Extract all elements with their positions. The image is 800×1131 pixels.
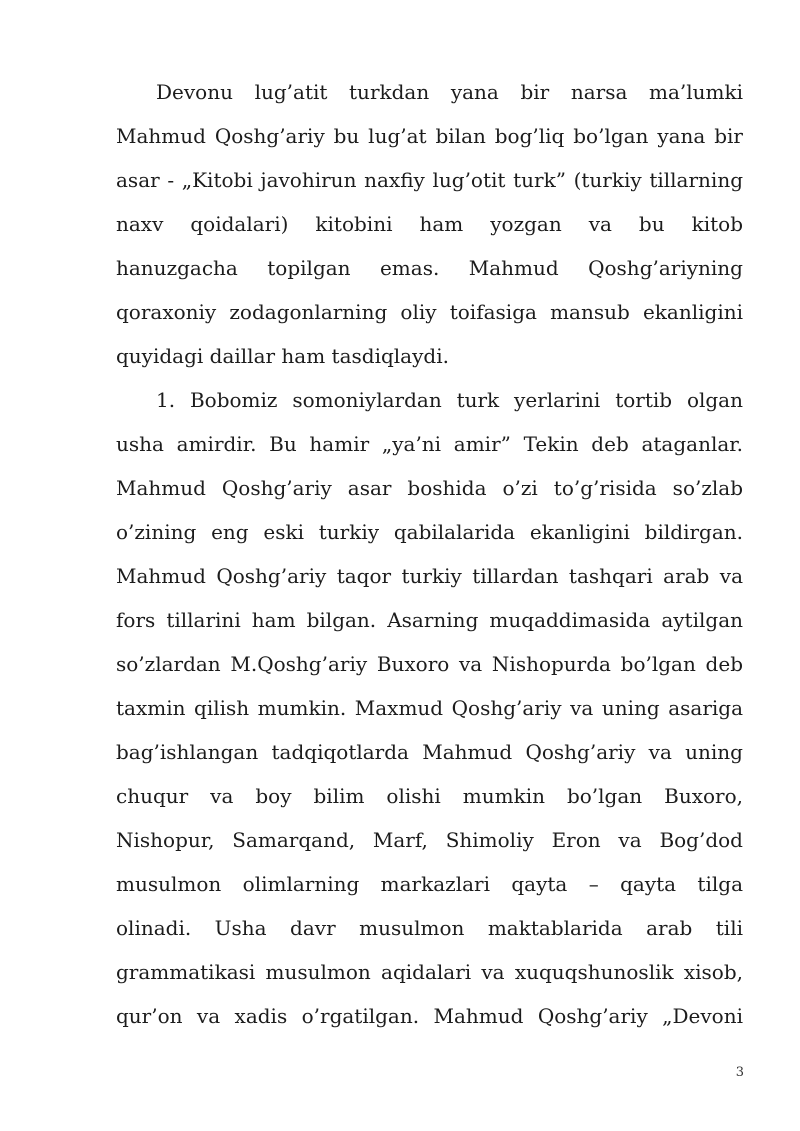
text-line: 1. Bobomiz somoniylardan turk yerlarini tortib olgan bbox=[156, 388, 743, 412]
text-line: so’zlardan M.Qoshg’ariy Buxoro va Nishopurda bo’lgan deb bbox=[116, 652, 743, 676]
text-line: hanuzgacha topilgan emas. Mahmud Qoshg’ariyning bbox=[116, 256, 743, 280]
text-line: olinadi. Usha davr musulmon maktablarida arab tili bbox=[116, 916, 743, 940]
text-line: fors tillarini ham bilgan. Asarning muqaddimasida aytilgan bbox=[116, 608, 743, 632]
text-line: taxmin qilish mumkin. Maxmud Qoshg’ariy va uning asariga bbox=[116, 696, 743, 720]
body-text bbox=[116, 70, 743, 1038]
text-line: Mahmud Qoshg’ariy taqor turkiy tillardan tashqari arab va bbox=[116, 564, 743, 588]
text-line: naxv qoidalari) kitobini ham yozgan va bu kitob bbox=[116, 212, 743, 236]
text-line: bag’ishlangan tadqiqotlarda Mahmud Qoshg’ariy va uning bbox=[116, 740, 743, 764]
text-line: musulmon olimlarning markazlari qayta – qayta tilga bbox=[116, 872, 743, 896]
text-line: grammatikasi musulmon aqidalari va xuquqshunoslik xisob, bbox=[116, 960, 743, 984]
text-line: usha amirdir. Bu hamir „ya’ni amir” Tekin deb ataganlar. bbox=[116, 432, 743, 456]
text-line: asar - „Kitobi javohirun naxfiy lug’otit turk” (turkiy tillarning bbox=[116, 168, 743, 192]
text-line: Nishopur, Samarqand, Marf, Shimoliy Eron va Bog’dod bbox=[116, 828, 743, 852]
text-line: Devonu lug’atit turkdan yana bir narsa ma’lumki bbox=[156, 80, 743, 104]
text-line: qur’on va xadis o’rgatilgan. Mahmud Qoshg’ariy „Devoni bbox=[116, 1004, 743, 1028]
page-number: 3 bbox=[735, 1065, 744, 1080]
text-line: quyidagi daillar ham tasdiqlaydi. bbox=[116, 344, 449, 368]
text-line: Mahmud Qoshg’ariy asar boshida o’zi to’g’risida so’zlab bbox=[116, 476, 743, 500]
text-line: qoraxoniy zodagonlarning oliy toifasiga mansub ekanligini bbox=[116, 300, 743, 324]
text-line: o’zining eng eski turkiy qabilalarida ekanligini bildirgan. bbox=[116, 520, 743, 544]
text-line: Mahmud Qoshg’ariy bu lug’at bilan bog’liq bo’lgan yana bir bbox=[116, 124, 743, 148]
text-line: chuqur va boy bilim olishi mumkin bo’lgan Buxoro, bbox=[116, 784, 743, 808]
